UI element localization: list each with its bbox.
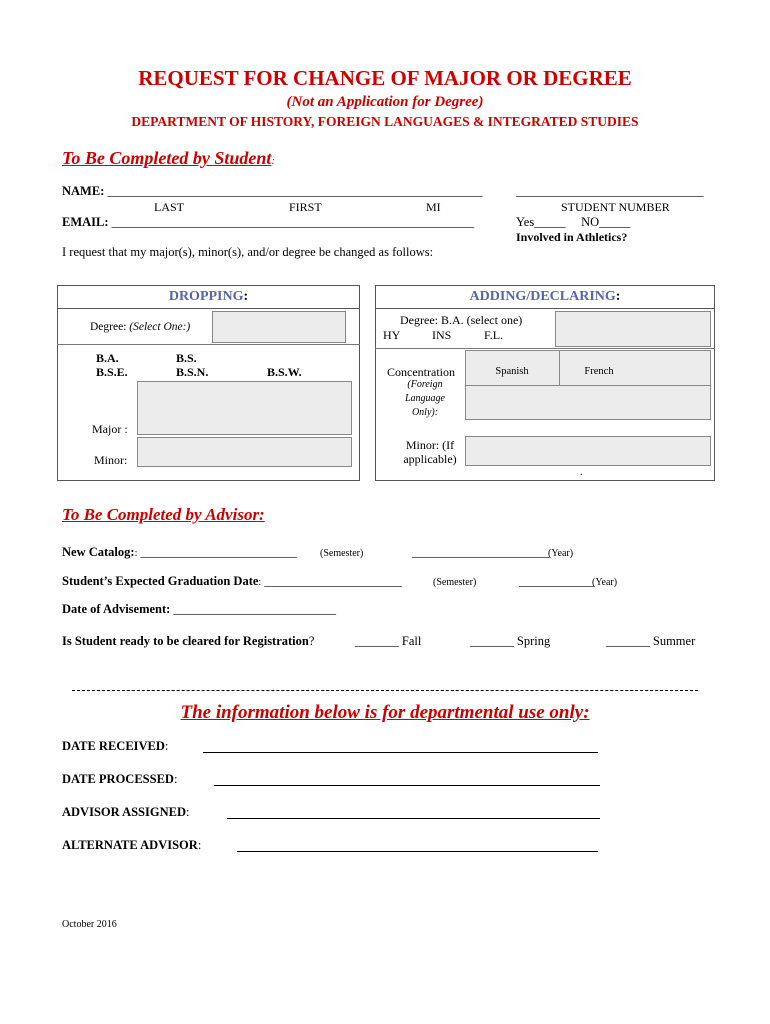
dropping-option-ba[interactable]: B.A.	[96, 351, 119, 365]
adding-title	[375, 289, 715, 305]
graduation-year-field[interactable]: ____________	[519, 574, 594, 588]
dropping-select-one: (Select One:)	[129, 321, 191, 333]
dropping-minor-input[interactable]	[137, 437, 352, 467]
concentration-note-2: Language	[405, 393, 445, 404]
date-processed-field[interactable]	[214, 785, 600, 786]
adding-option-ins[interactable]: INS	[432, 328, 452, 342]
alternate-advisor-label	[62, 838, 201, 853]
registration-summer[interactable]: _______ Summer	[606, 634, 696, 648]
dropping-title-text: DROPPING	[168, 289, 244, 304]
athletics-options[interactable]: Yes_____ NO_____	[516, 215, 631, 229]
advisor-assigned-colon: :	[186, 805, 190, 819]
advisor-assigned-label	[62, 805, 189, 820]
date-processed-text: DATE PROCESSED	[62, 772, 174, 786]
date-received-field[interactable]	[203, 752, 598, 753]
concentration-spanish[interactable]: Spanish	[495, 366, 529, 377]
adding-title-colon: :	[615, 289, 621, 304]
email-field[interactable]: __________________________________________________________	[111, 215, 475, 229]
advisement-row	[62, 602, 336, 617]
adding-title-text: ADDING/DECLARING	[469, 289, 616, 304]
date-processed-colon: :	[173, 772, 178, 786]
advisement-label: Date of Advisement:	[62, 602, 171, 616]
alternate-advisor-field[interactable]	[237, 851, 598, 852]
dropping-degree-label: Degree:	[90, 321, 127, 333]
graduation-year-label: (Year)	[592, 577, 618, 588]
graduation-semester-field[interactable]: ______________________	[264, 574, 402, 588]
dropping-degree-row	[90, 321, 190, 333]
registration-question: ?	[308, 634, 315, 648]
request-text: I request that my major(s), minor(s), and/or degree be changed as follows:	[62, 245, 434, 259]
advisor-assigned-field[interactable]	[227, 818, 600, 819]
adding-option-fl[interactable]: F.L.	[484, 328, 504, 342]
student-heading-text: To Be Completed by Student	[62, 148, 272, 168]
dropping-degree-input[interactable]	[212, 311, 346, 343]
new-catalog-year-field[interactable]: ______________________	[412, 545, 550, 559]
student-number-label: STUDENT NUMBER	[561, 200, 670, 214]
dropping-major-input[interactable]	[137, 381, 352, 435]
date-received-label	[62, 739, 168, 754]
email-label: EMAIL:	[62, 215, 109, 229]
athletics-label: Involved in Athletics?	[516, 230, 628, 244]
adding-divider-2	[375, 348, 715, 349]
dropping-minor-label: Minor:	[94, 453, 128, 467]
email-row	[62, 215, 474, 230]
alternate-advisor-text: ALTERNATE ADVISOR	[62, 838, 198, 852]
concentration-midline	[465, 385, 711, 386]
adding-minor-input[interactable]	[465, 436, 711, 466]
new-catalog-label: New Catalog:	[62, 545, 135, 559]
alternate-advisor-colon: :	[197, 838, 202, 852]
adding-option-hy[interactable]: HY	[383, 328, 401, 342]
dropping-divider	[57, 308, 360, 309]
departmental-heading: The information below is for departmental use only:	[180, 702, 590, 723]
footer-date: October 2016	[62, 919, 117, 930]
adding-degree-text: Degree: B.A. (select one)	[400, 313, 523, 327]
graduation-semester-label: (Semester)	[433, 577, 477, 588]
dropping-major-label: Major :	[92, 422, 128, 436]
registration-spring[interactable]: _______ Spring	[470, 634, 551, 648]
adding-divider	[375, 308, 715, 309]
student-section-heading	[62, 148, 275, 169]
new-catalog-semester-label: (Semester)	[320, 548, 364, 559]
adding-degree-input[interactable]	[555, 311, 711, 347]
registration-row	[62, 634, 314, 649]
department-name: DEPARTMENT OF HISTORY, FOREIGN LANGUAGES & INTEGRATED STUDIES	[131, 114, 639, 129]
new-catalog-colon: :	[134, 548, 138, 559]
page-title: REQUEST FOR CHANGE OF MAJOR OR DEGREE	[138, 66, 632, 90]
date-received-colon: :	[164, 739, 169, 753]
section-separator	[72, 690, 698, 691]
dropping-option-bse[interactable]: B.S.E.	[96, 365, 128, 379]
page-subtitle: (Not an Application for Degree)	[286, 94, 484, 110]
graduation-label: Student’s Expected Graduation Date	[62, 574, 259, 588]
new-catalog-row	[62, 545, 297, 560]
dropping-divider-2	[57, 344, 360, 345]
student-heading-colon: :	[271, 155, 276, 167]
dropping-title	[57, 289, 360, 305]
dropping-title-colon: :	[243, 289, 249, 304]
student-number-field[interactable]: ______________________________	[516, 184, 704, 198]
advisor-section-heading: To Be Completed by Advisor:	[62, 505, 265, 524]
name-field[interactable]: ____________________________________________________________	[107, 184, 483, 198]
graduation-row	[62, 574, 402, 589]
new-catalog-year-label: (Year)	[548, 548, 574, 559]
name-sublabel-first: FIRST	[289, 200, 322, 214]
dropping-option-bs[interactable]: B.S.	[176, 351, 197, 365]
name-sublabel-last: LAST	[154, 200, 184, 214]
registration-fall[interactable]: _______ Fall	[355, 634, 422, 648]
advisor-assigned-text: ADVISOR ASSIGNED	[62, 805, 186, 819]
name-label: NAME:	[62, 184, 105, 198]
concentration-label: Concentration	[387, 365, 455, 379]
graduation-colon: :	[258, 577, 262, 588]
new-catalog-semester-field[interactable]: _________________________	[140, 545, 297, 559]
adding-minor-label-2: applicable)	[403, 452, 457, 466]
registration-label: Is Student ready to be cleared for Registration	[62, 634, 309, 648]
adding-dot: .	[580, 467, 583, 478]
advisement-field[interactable]: __________________________	[173, 602, 336, 616]
date-received-text: DATE RECEIVED	[62, 739, 165, 753]
name-sublabel-mi: MI	[426, 200, 441, 214]
concentration-french[interactable]: French	[584, 366, 614, 377]
dropping-option-bsw[interactable]: B.S.W.	[267, 365, 302, 379]
concentration-note-1: (Foreign	[407, 379, 443, 390]
name-row	[62, 184, 482, 199]
dropping-option-bsn[interactable]: B.S.N.	[176, 365, 209, 379]
date-processed-label	[62, 772, 177, 787]
adding-minor-label-1: Minor: (If	[405, 438, 455, 452]
concentration-note-3: Only):	[411, 407, 439, 418]
